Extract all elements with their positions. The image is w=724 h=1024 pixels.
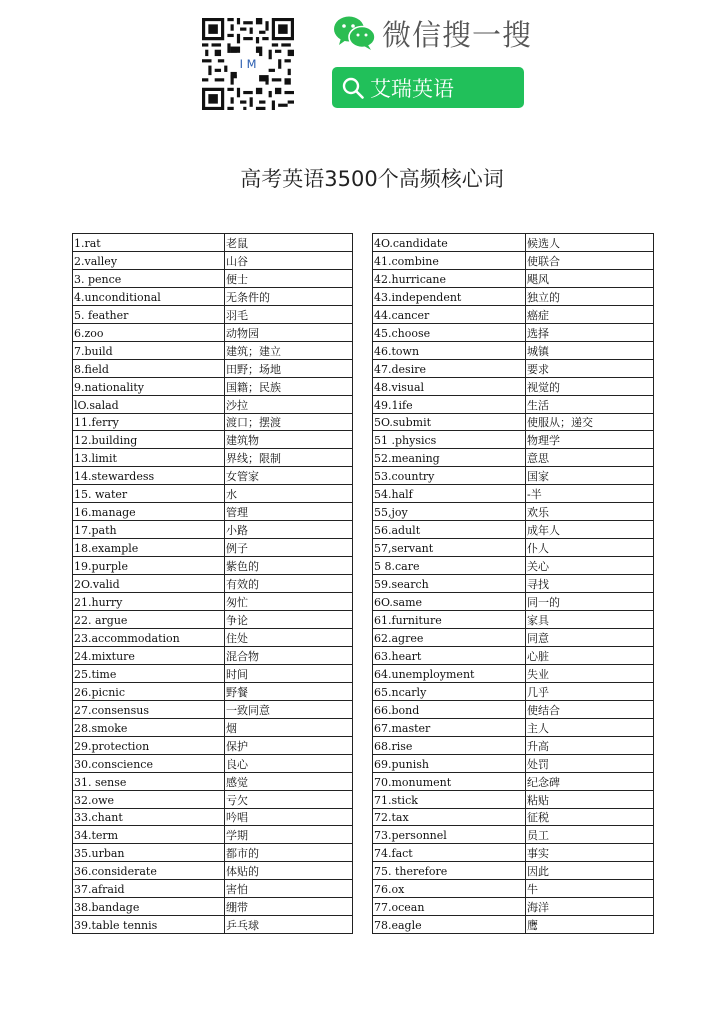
table-row <box>73 628 353 646</box>
table-row <box>373 575 654 593</box>
chinese-meaning: 都市的 <box>225 844 353 862</box>
english-word: 5O.submit <box>373 413 526 431</box>
table-row <box>73 341 353 359</box>
table-row <box>73 557 353 575</box>
chinese-meaning: 动物园 <box>225 323 353 341</box>
english-word: 6O.same <box>373 593 526 611</box>
english-word: 76.ox <box>373 880 526 898</box>
chinese-meaning: 保护 <box>225 736 353 754</box>
chinese-meaning: 建筑；建立 <box>225 341 353 359</box>
english-word: 37.afraid <box>73 880 225 898</box>
english-word: 48.visual <box>373 377 526 395</box>
english-word: 34.term <box>73 826 225 844</box>
english-word: 3. pence <box>73 269 225 287</box>
english-word: 25.time <box>73 664 225 682</box>
english-word: 13.limit <box>73 449 225 467</box>
table-row <box>73 431 353 449</box>
chinese-meaning: 田野；场地 <box>225 359 353 377</box>
chinese-meaning: 欢乐 <box>526 503 654 521</box>
table-row <box>73 808 353 826</box>
wechat-search-button[interactable] <box>332 67 524 108</box>
english-word: 21.hurry <box>73 593 225 611</box>
chinese-meaning: 争论 <box>225 611 353 629</box>
table-row <box>73 575 353 593</box>
table-row <box>373 916 654 934</box>
table-row <box>73 269 353 287</box>
table-row <box>73 467 353 485</box>
english-word: 6.zoo <box>73 323 225 341</box>
table-row <box>373 359 654 377</box>
table-row <box>73 826 353 844</box>
table-row <box>373 826 654 844</box>
chinese-meaning: 征税 <box>526 808 654 826</box>
vocab-table-left <box>72 233 353 934</box>
chinese-meaning: 乒乓球 <box>225 916 353 934</box>
english-word: 66.bond <box>373 700 526 718</box>
english-word: 51 .physics <box>373 431 526 449</box>
wechat-logo-icon <box>333 15 377 51</box>
table-row <box>373 557 654 575</box>
english-word: 41.combine <box>373 251 526 269</box>
chinese-meaning: 牛 <box>526 880 654 898</box>
table-row <box>73 503 353 521</box>
chinese-meaning: 害怕 <box>225 880 353 898</box>
chinese-meaning: 一致同意 <box>225 700 353 718</box>
table-row <box>73 754 353 772</box>
search-button-label: 艾瑞英语 <box>370 76 454 101</box>
english-word: 55,joy <box>373 503 526 521</box>
english-word: 38.bandage <box>73 898 225 916</box>
english-word: 54.half <box>373 485 526 503</box>
chinese-meaning: 山谷 <box>225 251 353 269</box>
table-row <box>373 736 654 754</box>
chinese-meaning: 无条件的 <box>225 287 353 305</box>
table-row <box>373 593 654 611</box>
chinese-meaning: 水 <box>225 485 353 503</box>
english-word: 16.manage <box>73 503 225 521</box>
chinese-meaning: -半 <box>526 485 654 503</box>
chinese-meaning: 混合物 <box>225 646 353 664</box>
table-row <box>73 234 353 252</box>
english-word: 59.search <box>373 575 526 593</box>
table-row <box>373 790 654 808</box>
chinese-meaning: 渡口；摆渡 <box>225 413 353 431</box>
chinese-meaning: 处罚 <box>526 754 654 772</box>
english-word: 2.valley <box>73 251 225 269</box>
table-row <box>373 844 654 862</box>
english-word: 1.rat <box>73 234 225 252</box>
table-row <box>373 700 654 718</box>
english-word: 27.consensus <box>73 700 225 718</box>
chinese-meaning: 飓风 <box>526 269 654 287</box>
table-row <box>373 539 654 557</box>
qr-code <box>202 18 294 110</box>
english-word: 8.field <box>73 359 225 377</box>
chinese-meaning: 国家 <box>526 467 654 485</box>
table-row <box>73 682 353 700</box>
english-word: 70.monument <box>373 772 526 790</box>
chinese-meaning: 使结合 <box>526 700 654 718</box>
table-row <box>73 359 353 377</box>
table-row <box>73 323 353 341</box>
english-word: 44.cancer <box>373 305 526 323</box>
chinese-meaning: 城镇 <box>526 341 654 359</box>
table-row <box>373 341 654 359</box>
english-word: 9.nationality <box>73 377 225 395</box>
table-row <box>73 736 353 754</box>
table-row <box>73 395 353 413</box>
chinese-meaning: 视觉的 <box>526 377 654 395</box>
table-row <box>73 718 353 736</box>
chinese-meaning: 意思 <box>526 449 654 467</box>
table-row <box>373 898 654 916</box>
english-word: 7.build <box>73 341 225 359</box>
english-word: 39.table tennis <box>73 916 225 934</box>
table-row <box>373 611 654 629</box>
chinese-meaning: 建筑物 <box>225 431 353 449</box>
table-row <box>73 880 353 898</box>
chinese-meaning: 家具 <box>526 611 654 629</box>
chinese-meaning: 成年人 <box>526 521 654 539</box>
english-word: 61.furniture <box>373 611 526 629</box>
table-row <box>373 880 654 898</box>
english-word: 19.purple <box>73 557 225 575</box>
table-row <box>373 682 654 700</box>
english-word: 75. therefore <box>373 862 526 880</box>
table-row <box>373 377 654 395</box>
chinese-meaning: 良心 <box>225 754 353 772</box>
english-word: 77.ocean <box>373 898 526 916</box>
english-word: 69.punish <box>373 754 526 772</box>
english-word: 63.heart <box>373 646 526 664</box>
chinese-meaning: 因此 <box>526 862 654 880</box>
qr-center-text: I M <box>239 57 257 72</box>
english-word: 35.urban <box>73 844 225 862</box>
wechat-search-title: 微信搜一搜 <box>382 18 533 52</box>
english-word: 62.agree <box>373 628 526 646</box>
english-word: 43.independent <box>373 287 526 305</box>
chinese-meaning: 感觉 <box>225 772 353 790</box>
table-row <box>373 323 654 341</box>
chinese-meaning: 住处 <box>225 628 353 646</box>
chinese-meaning: 纪念碑 <box>526 772 654 790</box>
table-row <box>373 862 654 880</box>
chinese-meaning: 管理 <box>225 503 353 521</box>
english-word: 57,servant <box>373 539 526 557</box>
english-word: 11.ferry <box>73 413 225 431</box>
chinese-meaning: 烟 <box>225 718 353 736</box>
vocab-table-right <box>372 233 654 934</box>
english-word: 46.town <box>373 341 526 359</box>
chinese-meaning: 时间 <box>225 664 353 682</box>
chinese-meaning: 寻找 <box>526 575 654 593</box>
search-icon <box>342 77 364 99</box>
chinese-meaning: 小路 <box>225 521 353 539</box>
table-row <box>373 413 654 431</box>
table-row <box>373 431 654 449</box>
table-row <box>73 790 353 808</box>
english-word: 33.chant <box>73 808 225 826</box>
english-word: 14.stewardess <box>73 467 225 485</box>
english-word: 5. feather <box>73 305 225 323</box>
english-word: 56.adult <box>373 521 526 539</box>
table-row <box>73 377 353 395</box>
english-word: 67.master <box>373 718 526 736</box>
chinese-meaning: 绷带 <box>225 898 353 916</box>
english-word: 64.unemployment <box>373 664 526 682</box>
chinese-meaning: 国籍；民族 <box>225 377 353 395</box>
chinese-meaning: 独立的 <box>526 287 654 305</box>
chinese-meaning: 粘贴 <box>526 790 654 808</box>
table-row <box>73 844 353 862</box>
table-row <box>73 700 353 718</box>
english-word: 73.personnel <box>373 826 526 844</box>
table-row <box>373 646 654 664</box>
english-word: 36.considerate <box>73 862 225 880</box>
chinese-meaning: 吟唱 <box>225 808 353 826</box>
chinese-meaning: 仆人 <box>526 539 654 557</box>
chinese-meaning: 便士 <box>225 269 353 287</box>
table-row <box>373 664 654 682</box>
table-row <box>373 305 654 323</box>
english-word: 5 8.care <box>373 557 526 575</box>
table-row <box>73 898 353 916</box>
table-row <box>73 862 353 880</box>
table-row <box>373 251 654 269</box>
english-word: 68.rise <box>373 736 526 754</box>
english-word: 45.choose <box>373 323 526 341</box>
english-word: 71.stick <box>373 790 526 808</box>
chinese-meaning: 员工 <box>526 826 654 844</box>
chinese-meaning: 事实 <box>526 844 654 862</box>
table-row <box>73 611 353 629</box>
table-row <box>373 234 654 252</box>
english-word: 30.conscience <box>73 754 225 772</box>
english-word: 29.protection <box>73 736 225 754</box>
chinese-meaning: 紫色的 <box>225 557 353 575</box>
table-row <box>373 467 654 485</box>
table-row <box>73 593 353 611</box>
page-title: 高考英语3500个高频核心词 <box>240 167 504 191</box>
table-row <box>373 521 654 539</box>
table-row <box>73 485 353 503</box>
table-row <box>73 305 353 323</box>
chinese-meaning: 关心 <box>526 557 654 575</box>
english-word: 26.picnic <box>73 682 225 700</box>
english-word: 53.country <box>373 467 526 485</box>
table-row <box>73 413 353 431</box>
table-row <box>373 628 654 646</box>
english-word: 47.desire <box>373 359 526 377</box>
chinese-meaning: 亏欠 <box>225 790 353 808</box>
english-word: 28.smoke <box>73 718 225 736</box>
table-row <box>373 485 654 503</box>
english-word: 31. sense <box>73 772 225 790</box>
english-word: 4.unconditional <box>73 287 225 305</box>
table-row <box>73 646 353 664</box>
table-row <box>73 664 353 682</box>
table-row <box>373 718 654 736</box>
english-word: 42.hurricane <box>373 269 526 287</box>
english-word: 17.path <box>73 521 225 539</box>
table-row <box>373 754 654 772</box>
chinese-meaning: 同一的 <box>526 593 654 611</box>
chinese-meaning: 主人 <box>526 718 654 736</box>
chinese-meaning: 癌症 <box>526 305 654 323</box>
chinese-meaning: 有效的 <box>225 575 353 593</box>
chinese-meaning: 心脏 <box>526 646 654 664</box>
english-word: 15. water <box>73 485 225 503</box>
chinese-meaning: 野餐 <box>225 682 353 700</box>
chinese-meaning: 使服从；递交 <box>526 413 654 431</box>
chinese-meaning: 羽毛 <box>225 305 353 323</box>
chinese-meaning: 升高 <box>526 736 654 754</box>
chinese-meaning: 失业 <box>526 664 654 682</box>
chinese-meaning: 体贴的 <box>225 862 353 880</box>
english-word: 2O.valid <box>73 575 225 593</box>
table-row <box>73 449 353 467</box>
chinese-meaning: 匆忙 <box>225 593 353 611</box>
table-row <box>73 521 353 539</box>
chinese-meaning: 选择 <box>526 323 654 341</box>
table-row <box>373 503 654 521</box>
chinese-meaning: 沙拉 <box>225 395 353 413</box>
table-row <box>373 772 654 790</box>
table-row <box>73 916 353 934</box>
chinese-meaning: 要求 <box>526 359 654 377</box>
table-row <box>73 772 353 790</box>
english-word: 24.mixture <box>73 646 225 664</box>
chinese-meaning: 物理学 <box>526 431 654 449</box>
chinese-meaning: 使联合 <box>526 251 654 269</box>
chinese-meaning: 海洋 <box>526 898 654 916</box>
table-row <box>373 808 654 826</box>
english-word: 65.ncarly <box>373 682 526 700</box>
table-row <box>73 251 353 269</box>
chinese-meaning: 候选人 <box>526 234 654 252</box>
chinese-meaning: 生活 <box>526 395 654 413</box>
table-row <box>373 449 654 467</box>
chinese-meaning: 老鼠 <box>225 234 353 252</box>
english-word: 23.accommodation <box>73 628 225 646</box>
english-word: lO.salad <box>73 395 225 413</box>
english-word: 4O.candidate <box>373 234 526 252</box>
english-word: 32.owe <box>73 790 225 808</box>
english-word: 12.building <box>73 431 225 449</box>
english-word: 22. argue <box>73 611 225 629</box>
english-word: 49.1ife <box>373 395 526 413</box>
table-row <box>73 287 353 305</box>
english-word: 18.example <box>73 539 225 557</box>
table-row <box>373 269 654 287</box>
chinese-meaning: 例子 <box>225 539 353 557</box>
header <box>0 0 724 130</box>
chinese-meaning: 同意 <box>526 628 654 646</box>
table-row <box>73 539 353 557</box>
chinese-meaning: 女管家 <box>225 467 353 485</box>
chinese-meaning: 学期 <box>225 826 353 844</box>
chinese-meaning: 界线；限制 <box>225 449 353 467</box>
english-word: 72.tax <box>373 808 526 826</box>
chinese-meaning: 鹰 <box>526 916 654 934</box>
english-word: 78.eagle <box>373 916 526 934</box>
english-word: 74.fact <box>373 844 526 862</box>
english-word: 52.meaning <box>373 449 526 467</box>
chinese-meaning: 几乎 <box>526 682 654 700</box>
table-row <box>373 287 654 305</box>
table-row <box>373 395 654 413</box>
